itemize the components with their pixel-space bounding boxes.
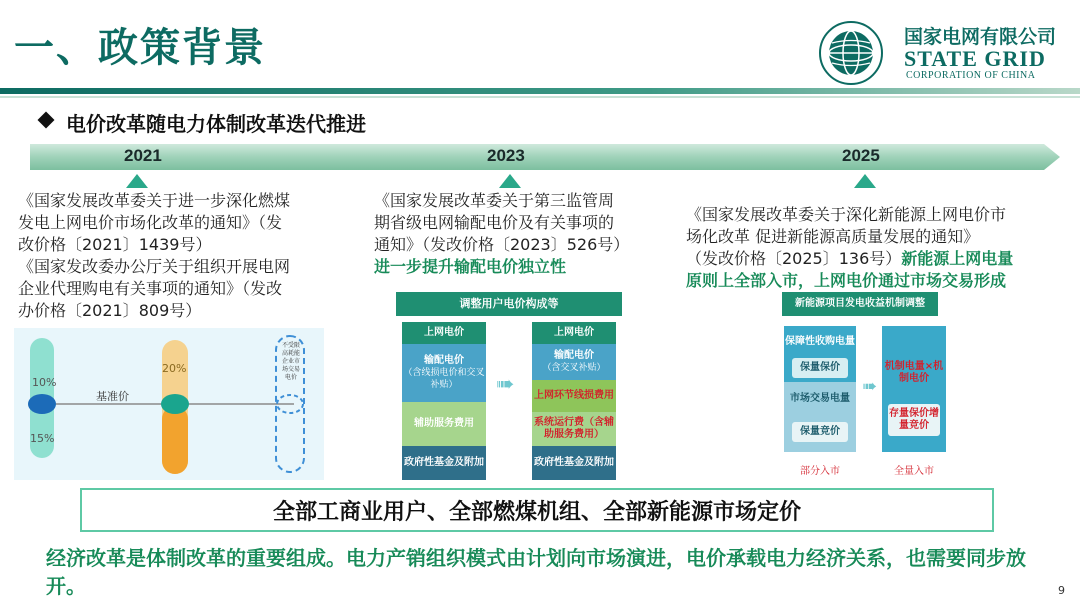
- header-divider-thin: [0, 96, 1080, 98]
- left-transmission-price: [402, 344, 486, 402]
- page-title: 一、政策背景: [14, 25, 266, 71]
- band-top-pct: 10%: [32, 376, 57, 389]
- coal-price-band-figure: [14, 328, 324, 480]
- policy-2025-line: [686, 248, 1066, 270]
- year-2023: 2023: [487, 146, 525, 165]
- policy-2025-highlight: 原则上全部入市，上网电价通过市场交易形成: [686, 271, 1007, 290]
- fig2023-header: 调整用户电价构成等: [396, 292, 622, 316]
- state-grid-logo: [818, 20, 884, 86]
- left-ancillary-fee: 辅助服务费用: [402, 402, 486, 446]
- section-subtitle: 电价改革随电力体制改革迭代推进: [66, 112, 366, 136]
- tariff-structure-figure: [396, 292, 622, 482]
- left-grid-price: 上网电价: [402, 322, 486, 344]
- right-system-operation-fee: 系统运行费（含辅助服务费用）: [532, 412, 616, 446]
- guaranteed-price-tag: 保量保价: [792, 358, 848, 378]
- right-transmission-note: （含交叉补贴）: [542, 363, 606, 373]
- left-transmission-label: 输配电价: [424, 355, 464, 366]
- timeline-marker-2021: [126, 174, 148, 188]
- right-line-loss-fee: 上网环节线损费用: [532, 380, 616, 412]
- right-transmission-price: [532, 344, 616, 380]
- right-gov-fund: 政府性基金及附加: [532, 446, 616, 480]
- page-number: 9: [1058, 584, 1065, 597]
- policy-text-2025: [686, 204, 1066, 292]
- brand-name-en-sub: CORPORATION OF CHINA: [906, 70, 1036, 81]
- policy-2025-line: 场化改革 促进新能源高质量发展的通知》: [686, 227, 980, 246]
- header-divider: [0, 88, 1080, 94]
- policy-2025-line: 《国家发展改革委关于深化新能源上网电价市: [686, 205, 1007, 224]
- guaranteed-purchase-label: 保障性收购电量: [785, 336, 855, 347]
- policy-text-2021: [18, 190, 338, 322]
- bidding-price-tag: 保量竞价: [792, 422, 848, 442]
- transition-arrow-icon: ➠: [496, 372, 515, 397]
- brand-name-en: STATE GRID: [904, 46, 1046, 71]
- policy-2023-highlight: 进一步提升输配电价独立性: [374, 257, 567, 276]
- policy-2021-line: 企业代理购电有关事项的通知》（发改: [18, 279, 283, 298]
- right-band-label: 不受限高耗能企业市场交易电价: [282, 342, 301, 381]
- mechanism-price-label: 机制电量×机制电价: [884, 361, 944, 384]
- policy-2021-line: 《国家发改委办公厅关于组织开展电网: [18, 257, 291, 276]
- market-trade-label: 市场交易电量: [790, 393, 850, 404]
- policy-2021-line: 改价格〔2021〕1439号）: [18, 235, 212, 254]
- brand-name-cn: 国家电网有限公司: [904, 26, 1057, 48]
- partial-market-caption: 部分入市: [800, 466, 840, 477]
- band-middle-pct: 20%: [162, 362, 187, 375]
- price-band-graphic: [14, 328, 324, 480]
- policy-2023-line: 期省级电网输配电价及有关事项的: [374, 213, 615, 232]
- stock-increment-tag: 存量保价增量竞价: [888, 404, 940, 436]
- policy-2023-line: 《国家发展改革委关于第三监管周: [374, 191, 615, 210]
- left-gov-fund: 政府性基金及附加: [402, 446, 486, 480]
- diamond-bullet-icon: [38, 112, 55, 129]
- conclusion-text: 经济改革是体制改革的重要组成。电力产销组织模式由计划向市场演进，电价承载电力经济关系，也需要同步放开。: [46, 546, 1026, 598]
- transition-arrow-icon: ➠: [862, 376, 878, 397]
- year-2025: 2025: [842, 146, 880, 165]
- band-bottom-pct: 15%: [30, 432, 55, 445]
- policy-2023-line: 通知》（发改价格〔2023〕526号）: [374, 235, 630, 254]
- baseline-label: 基准价: [96, 390, 129, 403]
- left-transmission-note: （含线损电价和交叉补贴）: [403, 368, 485, 390]
- fig2025-header: 新能源项目发电收益机制调整: [782, 292, 938, 316]
- year-2021: 2021: [124, 146, 162, 165]
- policy-2025-doc-no: （发改价格〔2025〕136号）: [686, 249, 902, 268]
- policy-2021-line: 办价格〔2021〕809号）: [18, 301, 202, 320]
- right-grid-price: 上网电价: [532, 322, 616, 344]
- policy-text-2023: [374, 190, 664, 278]
- timeline-arrow: [30, 144, 1060, 170]
- policy-2025-highlight: 新能源上网电量: [901, 249, 1014, 268]
- market-pricing-banner: 全部工商业用户、全部燃煤机组、全部新能源市场定价: [80, 488, 994, 532]
- policy-2021-line: 发电上网电价市场化改革的通知》（发: [18, 213, 283, 232]
- right-transmission-label: 输配电价: [554, 350, 594, 361]
- renewable-revenue-figure: [770, 292, 954, 482]
- policy-2021-line: 《国家发展改革委关于进一步深化燃煤: [18, 191, 291, 210]
- timeline-marker-2025: [854, 174, 876, 188]
- timeline-marker-2023: [499, 174, 521, 188]
- full-market-caption: 全量入市: [894, 466, 934, 477]
